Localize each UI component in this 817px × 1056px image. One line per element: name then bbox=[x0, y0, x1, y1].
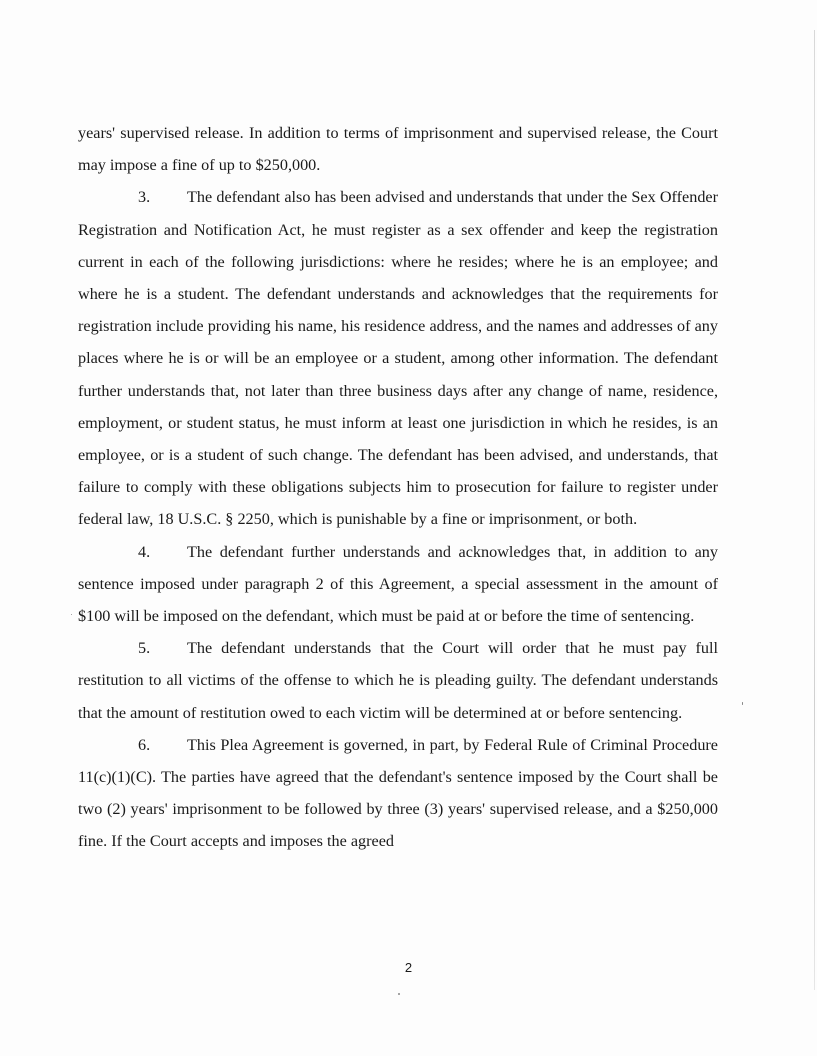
paragraph-number: 3. bbox=[138, 188, 151, 207]
paragraph-4 bbox=[78, 536, 718, 633]
document-body bbox=[78, 117, 718, 858]
scan-edge-line bbox=[814, 30, 815, 990]
paragraph-number: 5. bbox=[138, 639, 151, 658]
paragraph-text: The defendant also has been advised and understands that under the Sex Offender Registration and Notification Act, he must register as a sex offender and keep the registration current in each of the following jurisdictions: where he resides; where he is an employee; and where he is a student. The defendant understands and acknowledges that the requirements for registration include providing his name, his residence address, and the names and addresses of any places where he is or will be an employee or a student, among other information. The defendant further understands that, not later than three business days after any change of name, residence, employment, or student status, he must inform at least one jurisdiction in which he resides, is an employee, or is a student of such change. The defendant has been advised, and understands, that failure to comply with these obligations subjects him to prosecution for failure to register under federal law, 18 U.S.C. § 2250, which is punishable by a fine or imprisonment, or both. bbox=[78, 188, 718, 529]
paragraph-5 bbox=[78, 632, 718, 729]
paragraph-3 bbox=[78, 181, 718, 535]
paragraph-6 bbox=[78, 729, 718, 858]
scan-speck bbox=[398, 993, 400, 995]
paragraph-text: The defendant further understands and acknowledges that, in addition to any sentence imposed under paragraph 2 of this Agreement, a special assessment in the amount of $100 will be imposed on the defendant, which must be paid at or before the time of sentencing. bbox=[78, 542, 718, 626]
scan-speck bbox=[71, 614, 72, 615]
scan-speck bbox=[742, 702, 743, 705]
paragraph-number: 6. bbox=[138, 735, 151, 754]
continuation-paragraph: years' supervised release. In addition to terms of imprisonment and supervised release, the Court may impose a fine of up to $250,000. bbox=[78, 124, 718, 175]
page-number: 2 bbox=[404, 960, 413, 975]
paragraph-text: This Plea Agreement is governed, in part, by Federal Rule of Criminal Procedure 11(c)(1)(C). The parties have agreed that the defendant's sentence imposed by the Court shall be two (2) years' imprisonment to be followed by three (3) years' supervised release, and a $250,000 fine. If the Court accepts and imposes the agreed bbox=[78, 735, 718, 851]
paragraph-number: 4. bbox=[138, 542, 151, 561]
paragraph-text: The defendant understands that the Court will order that he must pay full restitution to all victims of the offense to which he is pleading guilty. The defendant understands that the amount of restitution owed to each victim will be determined at or before sentencing. bbox=[78, 639, 718, 722]
